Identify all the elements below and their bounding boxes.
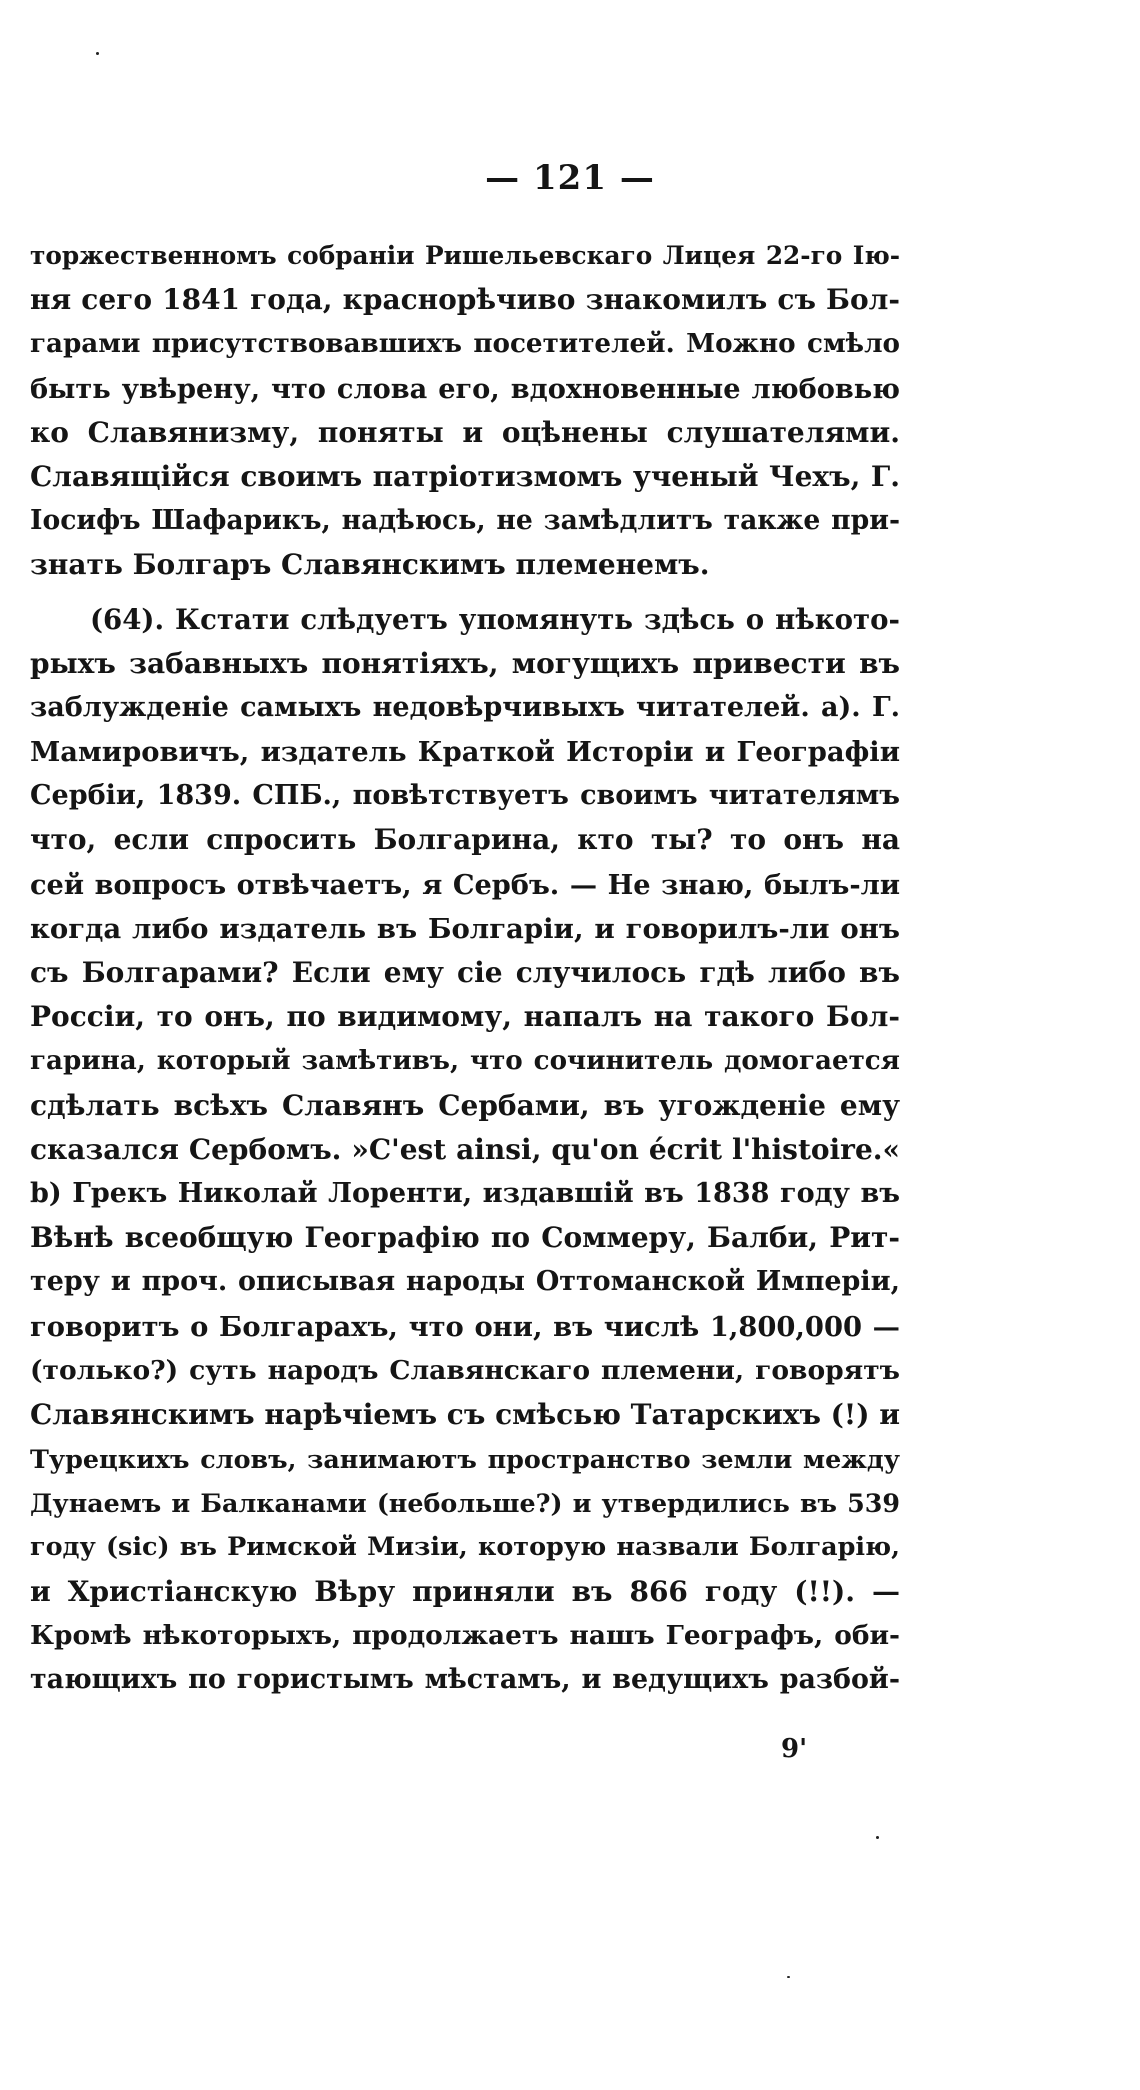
text-line: Славянскимъ нарѣчіемъ съ смѣсью Татарскихъ (!) и: [30, 1397, 900, 1431]
ink-speck: [787, 1976, 790, 1978]
text-line: Россіи, то онъ, по видимому, напалъ на такого Бол-: [30, 1000, 900, 1034]
paragraph-1: [30, 234, 900, 588]
text-line: гарина, который замѣтивъ, что сочинитель домогается: [30, 1045, 900, 1077]
text-line: рыхъ забавныхъ понятіяхъ, могущихъ привести въ: [30, 646, 900, 680]
page-number: — 121 —: [485, 158, 655, 198]
text-line: сей вопросъ отвѣчаетъ, я Сербъ. — Не знаю, былъ-ли: [30, 868, 900, 901]
text-line: ко Славянизму, поняты и оцѣнены слушателями.: [30, 415, 900, 449]
text-line: заблужденіе самыхъ недовѣрчивыхъ читателей. а). Г.: [30, 691, 900, 723]
paragraph-gap: [30, 588, 900, 598]
text-line: (только?) суть народъ Славянскаго племени, говорятъ: [30, 1354, 900, 1386]
text-line: говоритъ о Болгарахъ, что они, въ числѣ 1,800,000 —: [30, 1310, 900, 1343]
text-line: b) Грекъ Николай Лоренти, издавшій въ 1838 году въ: [30, 1177, 900, 1209]
text-line: ня сего 1841 года, краснорѣчиво знакомилъ съ Бол-: [30, 283, 900, 317]
paragraph-2: [30, 598, 900, 1703]
text-body: [30, 234, 900, 1702]
text-line: (64). Кстати слѣдуетъ упомянуть здѣсь о нѣкото-: [90, 602, 900, 636]
text-line: сдѣлать всѣхъ Славянъ Сербами, въ угожденіе ему: [30, 1088, 900, 1122]
ink-speck: [876, 1836, 879, 1839]
text-line: торжественномъ собраніи Ришельевскаго Лицея 22-го Ію-: [30, 241, 900, 270]
text-line: Мамировичъ, издатель Краткой Исторіи и Географіи: [30, 736, 900, 769]
text-line: Кромѣ нѣкоторыхъ, продолжаетъ нашъ Географъ, оби-: [30, 1619, 900, 1651]
text-line: съ Болгарами? Если ему сіе случилось гдѣ либо въ: [30, 956, 900, 989]
text-line: тающихъ по гористымъ мѣстамъ, и ведущихъ разбой-: [30, 1664, 900, 1695]
text-line: теру и проч. описывая народы Оттоманской Имперіи,: [30, 1266, 900, 1298]
text-line: быть увѣрену, что слова его, вдохновенные любовью: [30, 372, 900, 405]
text-line: что, если спросить Болгарина, кто ты? то онъ на: [30, 823, 900, 857]
text-line: когда либо издатель въ Болгаріи, и говорилъ-ли онъ: [30, 912, 900, 945]
text-line: году (sic) въ Римской Мизіи, которую назвали Болгарію,: [30, 1532, 900, 1563]
text-line: Іосифъ Шафарикъ, надѣюсь, не замѣдлитъ также при-: [30, 505, 900, 537]
text-line: Сербіи, 1839. СПБ., повѣтствуетъ своимъ читателямъ: [30, 780, 900, 812]
text-line: Славящійся своимъ патріотизмомъ ученый Чехъ, Г.: [30, 459, 900, 493]
signature-mark: 9': [781, 1734, 808, 1764]
ink-speck: [96, 52, 99, 55]
text-line: знать Болгаръ Славянскимъ племенемъ.: [30, 548, 710, 582]
text-line: и Христіанскую Вѣру приняли въ 866 году (!!). —: [30, 1574, 900, 1608]
text-line: сказался Сербомъ. »C'est ainsi, qu'on écrit l'histoire.«: [30, 1132, 900, 1166]
text-line: Турецкихъ словъ, занимаютъ пространство земли между: [30, 1444, 900, 1475]
text-line: Вѣнѣ всеобщую Географію по Соммеру, Балби, Рит-: [30, 1221, 900, 1255]
text-line: гарами присутствовавшихъ посетителей. Можно смѣло: [30, 328, 900, 360]
text-line: Дунаемъ и Балканами (небольше?) и утвердились въ 539: [30, 1488, 900, 1519]
